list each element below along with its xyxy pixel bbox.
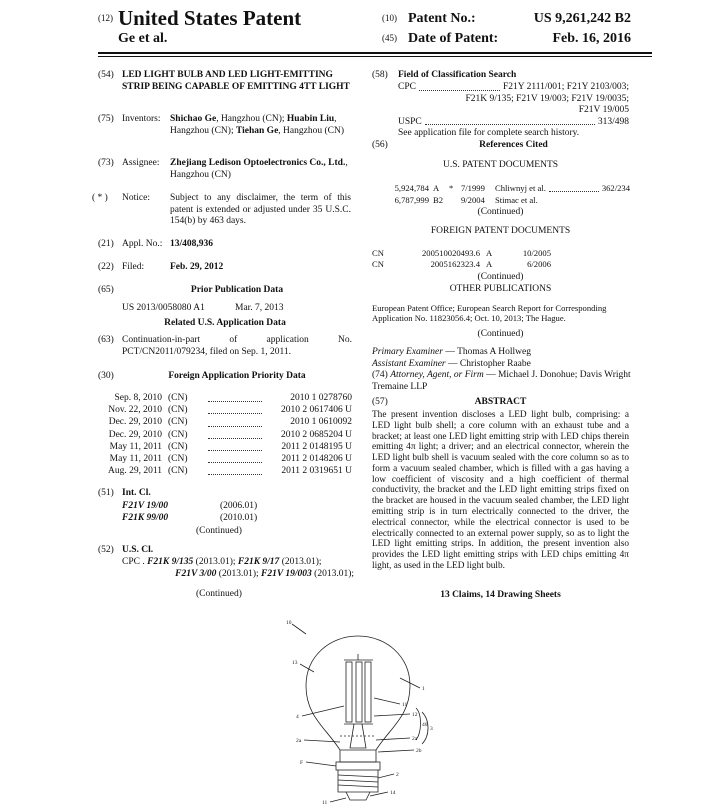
- intcl-label: Int. Cl.: [122, 488, 151, 498]
- us-doc-number: 5,924,784: [394, 183, 429, 193]
- field-see-note: See application file for complete search history.: [398, 128, 580, 139]
- attorney: [372, 370, 632, 393]
- priority-number: 2011 2 0148195 U: [281, 441, 352, 452]
- leader-line: [378, 774, 394, 778]
- priority-country: (CN): [168, 441, 188, 452]
- priority-number: 2010 1 0278760: [290, 393, 352, 403]
- code-73: (73): [98, 158, 114, 168]
- foreign-docs-heading: FOREIGN PATENT DOCUMENTS: [430, 226, 571, 236]
- priority-row: [100, 430, 352, 442]
- cpc-year: (2013.01);: [193, 557, 238, 567]
- foreign-docs-list: [372, 248, 629, 270]
- uscl-continued: (Continued): [196, 589, 242, 599]
- primary-examiner-label: Primary Examiner: [372, 347, 443, 357]
- cpc-prefix: CPC .: [122, 557, 145, 567]
- cap-band: [336, 762, 380, 770]
- foreign-doc-row: [372, 248, 629, 259]
- uscl-label: U.S. Cl.: [122, 545, 154, 555]
- priority-country: (CN): [168, 429, 188, 440]
- us-doc-date: 9/2004: [461, 194, 485, 205]
- code-21: (21): [98, 239, 114, 249]
- attorney-name: — Michael J. Donohue; Davis Wright Tremaine LLP: [372, 370, 631, 392]
- cpc-class: F21K 9/135: [147, 557, 194, 567]
- drawing-label: 14: [390, 790, 396, 796]
- primary-examiner: [372, 347, 632, 359]
- led-strip: [365, 662, 371, 722]
- header-rule-thin: [98, 56, 652, 57]
- inventor-3-loc: , Hangzhou (CN): [278, 125, 344, 136]
- priority-number: 2010 2 0685204 U: [281, 429, 352, 440]
- assistant-examiner-label: Assistant Examiner: [372, 358, 446, 369]
- intcl-continued: (Continued): [196, 526, 242, 536]
- cpc-class: F21K 9/17: [237, 557, 280, 567]
- filed-label: Filed:: [122, 262, 145, 272]
- foreign-priority-heading: Foreign Application Priority Data: [168, 371, 306, 381]
- priority-date: May 11, 2011: [109, 453, 162, 464]
- abstract-text: The present invention discloses a LED light bulb, comprising: a LED light bulb shell; a core column with an exhaust tube and a bracket; at least one LED light emitting strip with LED chips therein emitting 4π light; a driver; and an electrical connector, wherein the LED light bulb shell is vacuum sealed with the core column so as to form a vacuum sealed chamber, which is filled with a gas having a low coefficient of viscosity and a high coefficient of thermal conductivity, the bracket and the LED light emitting strips fixed on the bracket are housed in the vacuum sealed chamber, the LED light emitting strip is in turn electrically connected to the driver, the electrical connector, while the electrical connector is used to be electrically connected to an external power supply, so as to light the LED light emitting strips. In addition, the present invention also provides the LED light emitting strips with LED chips emitting 4π light, as used in the LED light bulb.: [372, 410, 629, 571]
- invention-title: LED LIGHT BULB AND LED LIGHT-EMITTING STRIP BEING CAPABLE OF EMITTING 4TT LIGHT: [122, 70, 350, 92]
- drawing-label: 1: [422, 686, 425, 692]
- priority-number: 2011 2 0319651 U: [281, 466, 352, 477]
- primary-examiner-name: — Thomas A Hollweg: [442, 347, 531, 357]
- foreign-doc-row: [372, 259, 629, 270]
- leader-line: [370, 792, 388, 796]
- drawing-label: 11: [402, 702, 408, 708]
- inventors-label: Inventors:: [122, 114, 161, 124]
- code-75: (75): [98, 114, 114, 124]
- header-rule-thick: [98, 52, 652, 54]
- screw-threads: [338, 775, 378, 787]
- drawing-label: 11: [322, 800, 328, 806]
- base-tip: [346, 792, 370, 800]
- other-pubs-heading: OTHER PUBLICATIONS: [449, 284, 552, 294]
- code-notice: ( * ): [92, 193, 108, 203]
- code-51: (51): [98, 488, 114, 498]
- inventor-2-loc: , Hangzhou (CN);: [170, 114, 337, 136]
- us-doc-row: [384, 183, 630, 195]
- drawing-label: 3: [430, 726, 433, 732]
- notice-label: Notice:: [122, 193, 150, 203]
- foreign-docs-continued: (Continued): [477, 272, 524, 282]
- assignee-name: Zhejiang Ledison Optoelectronics Co., Ltd.: [170, 158, 346, 168]
- appl-label: Appl. No.:: [122, 239, 163, 249]
- code-74: (74): [372, 370, 388, 381]
- leader-line: [300, 664, 314, 672]
- assignee-loc: , Hangzhou (CN): [170, 158, 348, 180]
- drawing-label: 12: [412, 712, 418, 718]
- drawing-label: 2b: [416, 748, 422, 754]
- field-cpc-line: F21Y 2111/001; F21Y 2103/003;: [502, 82, 629, 92]
- code-58: (58): [372, 70, 388, 80]
- field-cpc-line: F21K 9/135; F21V 19/003; F21V 19/0035;: [465, 93, 629, 104]
- priority-row: [100, 454, 352, 466]
- us-doc-class: 362/234: [601, 183, 630, 193]
- leader-line: [376, 738, 410, 740]
- inventor-1-loc: , Hangzhou (CN);: [216, 114, 287, 124]
- assistant-examiner: [372, 359, 632, 371]
- inventor-1-name: Shichao Ge: [170, 114, 217, 124]
- continuation-text: Continuation-in-part of application No. PCT/CN2011/079234, filed on Sep. 1, 2011.: [122, 335, 352, 357]
- other-pubs-text: European Patent Office; European Search Report for Corresponding Application No. 11823056.4; Oct. 10, 2013; The Hague.: [372, 303, 607, 324]
- uscl-cpc-line2: [172, 569, 354, 581]
- priority-number: 2011 2 0148206 U: [281, 453, 352, 464]
- prior-pub-heading: Prior Publication Data: [190, 285, 284, 295]
- us-doc-kind: B2: [433, 194, 444, 205]
- us-doc-row: [384, 195, 630, 207]
- cpc-year: (2013.01);: [216, 569, 262, 579]
- leader-line: [304, 740, 340, 742]
- foreign-priority-list: [100, 393, 352, 478]
- foreign-doc-country: CN: [372, 259, 384, 269]
- code-52: (52): [98, 545, 114, 555]
- inventor-2-name: Huabin Liu: [286, 114, 335, 124]
- us-doc-name: Stimac et al.: [495, 194, 538, 205]
- us-docs-heading: U.S. PATENT DOCUMENTS: [442, 160, 559, 170]
- priority-country: (CN): [168, 417, 188, 428]
- bulb-neck: [340, 750, 376, 762]
- abstract-heading: ABSTRACT: [474, 397, 527, 407]
- priority-row: [100, 417, 352, 429]
- related-heading: Related U.S. Application Data: [164, 318, 286, 328]
- uscl-cpc-line1: [122, 557, 354, 569]
- field-uspc-value: 313/498: [597, 116, 629, 127]
- field-cpc-label: CPC: [398, 82, 416, 92]
- refs-heading: References Cited: [479, 140, 548, 150]
- field-uspc-label: USPC: [398, 116, 422, 127]
- notice-text: Subject to any disclaimer, the term of this patent is extended or adjusted under 35 U.S.C. 154(b) by 463 days.: [170, 193, 351, 227]
- us-doc-date: 7/1999: [461, 183, 485, 193]
- cpc-year: (2013.01);: [311, 569, 354, 579]
- code-30: (30): [98, 371, 114, 381]
- assistant-examiner-name: — Christopher Raabe: [445, 358, 531, 369]
- foreign-doc-date: 6/2006: [527, 259, 551, 269]
- code-63: (63): [98, 335, 114, 345]
- bulb-shell-outline: [306, 636, 410, 750]
- intcl-year: (2006.01): [220, 501, 258, 511]
- foreign-doc-country: CN: [372, 248, 384, 258]
- inventor-short: Ge et al.: [118, 31, 168, 46]
- priority-country: (CN): [168, 393, 188, 403]
- attorney-label: Attorney, Agent, or Firm: [390, 370, 484, 381]
- led-strip: [356, 662, 362, 722]
- drawing-label: 2a: [296, 738, 302, 744]
- cpc-year: (2013.01);: [279, 557, 322, 567]
- priority-number: 2010 2 0617406 U: [281, 405, 352, 416]
- intcl-class: F21V 19/00: [122, 501, 169, 511]
- drawing-label: 2a: [412, 736, 418, 742]
- drawing-label: 40: [422, 722, 428, 728]
- patent-no: US 9,261,242 B2: [533, 11, 631, 26]
- foreign-doc-date: 10/2005: [522, 248, 551, 258]
- leader-line: [302, 706, 344, 716]
- appl-no: 13/408,936: [170, 239, 214, 249]
- examiners-block: [372, 347, 632, 393]
- us-doc-number: 6,787,999: [394, 194, 429, 205]
- drawing-label: 10: [286, 620, 292, 626]
- us-docs-list: [384, 183, 630, 206]
- priority-date: Dec. 29, 2010: [108, 417, 162, 428]
- code-65: (65): [98, 285, 114, 295]
- priority-date: Aug. 29, 2011: [107, 466, 162, 477]
- intcl-class: F21K 99/00: [122, 513, 169, 523]
- cpc-class: F21V 19/003: [261, 569, 312, 579]
- leader-line: [378, 750, 414, 752]
- assignee-value: [170, 158, 352, 181]
- patent-no-label: Patent No.:: [408, 11, 476, 26]
- foreign-doc-number: 200510020493.6: [421, 248, 480, 258]
- field-search-heading: Field of Classification Search: [398, 70, 517, 80]
- patent-date: Feb. 16, 2016: [552, 31, 631, 46]
- us-doc-star: [449, 195, 461, 207]
- brace: [422, 712, 428, 744]
- priority-row: [100, 405, 352, 417]
- code-56: (56): [372, 140, 388, 150]
- drawing-label: 4: [296, 714, 299, 720]
- priority-number: 2010 1 0610092: [290, 417, 352, 428]
- foreign-doc-number: 2005162323.4: [430, 259, 480, 269]
- priority-date: Dec. 29, 2010: [108, 429, 162, 440]
- drawing-label: 2: [396, 772, 399, 778]
- us-doc-name: Chliwnyj et al.: [495, 183, 546, 193]
- code-22: (22): [98, 262, 114, 272]
- leader-line: [306, 762, 336, 766]
- led-strip: [346, 662, 352, 722]
- priority-date: Sep. 8, 2010: [114, 393, 162, 403]
- foreign-doc-kind: A: [486, 248, 493, 258]
- leader-line: [374, 714, 410, 716]
- patent-title-header: United States Patent: [118, 6, 302, 30]
- prior-pub-date: Mar. 7, 2013: [235, 303, 284, 313]
- priority-row: [100, 442, 352, 454]
- field-cpc: [398, 82, 629, 140]
- other-pubs-continued: (Continued): [477, 329, 524, 339]
- leader-line: [374, 698, 400, 704]
- field-cpc-line: F21V 19/005: [578, 105, 629, 116]
- bulb-drawing: [270, 612, 460, 810]
- code-57: (57): [372, 397, 388, 407]
- prior-pub-number: US 2013/0058080 A1: [122, 303, 205, 313]
- priority-row: [100, 393, 352, 405]
- foreign-doc-kind: A: [486, 259, 493, 269]
- filed-date: Feb. 29, 2012: [170, 262, 224, 272]
- us-docs-continued: (Continued): [477, 207, 524, 217]
- us-doc-star: *: [449, 183, 454, 193]
- priority-country: (CN): [168, 466, 188, 477]
- priority-country: (CN): [168, 453, 188, 464]
- leader-line: [292, 624, 306, 634]
- us-doc-kind: A: [433, 183, 440, 193]
- drawing-label: F: [300, 760, 304, 766]
- priority-date: May 11, 2011: [109, 441, 162, 452]
- strip-bracket: [344, 654, 373, 724]
- date-label: Date of Patent:: [408, 31, 499, 46]
- code-54: (54): [98, 70, 114, 80]
- leader-line: [330, 798, 346, 802]
- priority-row: [100, 466, 352, 478]
- assignee-label: Assignee:: [122, 158, 160, 168]
- inventors-value: [170, 114, 352, 137]
- code-45: (45): [382, 33, 397, 43]
- drawing-label: 13: [292, 660, 298, 666]
- code-10: (10): [382, 13, 397, 23]
- priority-date: Nov. 22, 2010: [108, 405, 162, 416]
- claims-summary: 13 Claims, 14 Drawing Sheets: [440, 590, 561, 600]
- inventor-3-name: Tiehan Ge: [235, 125, 279, 136]
- priority-country: (CN): [168, 405, 188, 416]
- code-12: (12): [98, 13, 113, 23]
- cpc-class: F21V 3/00: [175, 569, 217, 579]
- intcl-year: (2010.01): [220, 513, 258, 523]
